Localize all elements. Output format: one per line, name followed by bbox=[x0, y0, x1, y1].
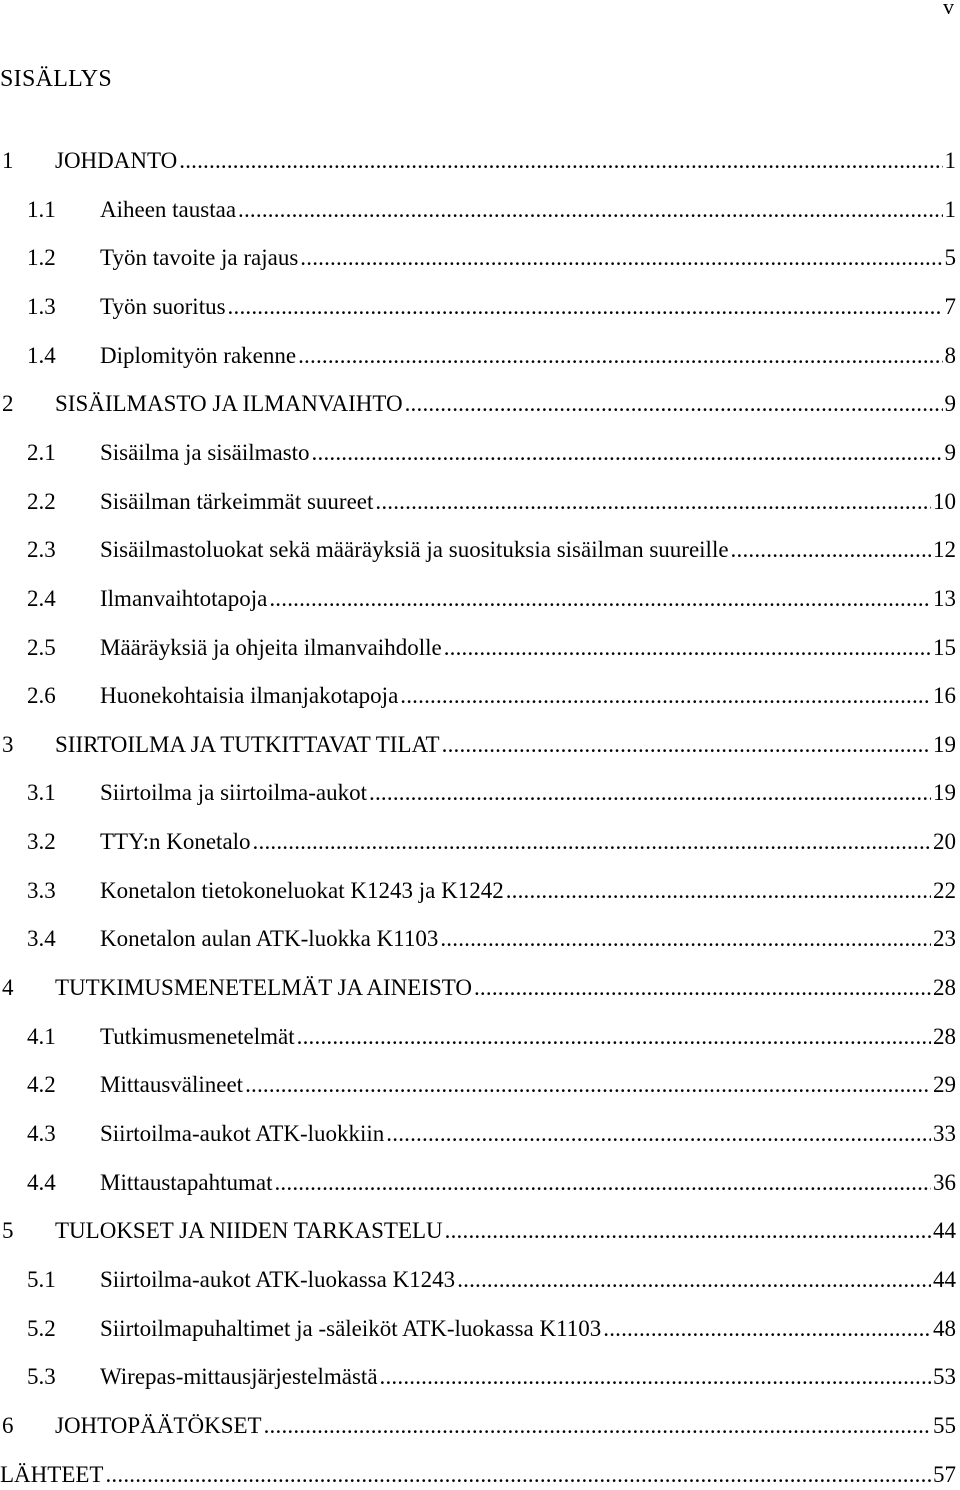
toc-entry[interactable] bbox=[0, 768, 956, 808]
toc-entry-number: 4.3 bbox=[27, 1121, 56, 1146]
toc-entry-number: 2.5 bbox=[27, 634, 56, 660]
toc-entry-page: 8 bbox=[944, 342, 956, 368]
toc-entry-title: TUTKIMUSMENETELMÄT JA AINEISTO bbox=[55, 975, 472, 1001]
toc-entry-number: 3.3 bbox=[27, 877, 56, 903]
toc-dot-leader bbox=[386, 1119, 931, 1149]
toc-entry[interactable] bbox=[0, 1352, 956, 1392]
toc-entry-page: 19 bbox=[933, 780, 956, 806]
toc-entry-number: 4 bbox=[2, 975, 14, 1001]
toc-entry-title: Konetalon tietokoneluokat K1243 ja K1242 bbox=[100, 877, 504, 903]
toc-entry-number: 3.2 bbox=[27, 829, 56, 855]
toc-entry-title: Mittausvälineet bbox=[100, 1072, 244, 1098]
toc-entry-title: Sisäilmastoluokat sekä määräyksiä ja suosituksia sisäilman suureille bbox=[100, 537, 729, 563]
toc-entry[interactable] bbox=[0, 1060, 956, 1100]
toc-entry[interactable] bbox=[0, 525, 956, 565]
toc-entry-title: JOHDANTO bbox=[55, 148, 178, 173]
toc-entry-number: 1 bbox=[2, 148, 14, 173]
toc-entry-page: 44 bbox=[933, 1218, 956, 1244]
toc-entry-title: Työn tavoite ja rajaus bbox=[100, 245, 299, 271]
toc-entry[interactable] bbox=[0, 1304, 956, 1344]
toc-entry[interactable] bbox=[0, 671, 956, 711]
toc-dot-leader bbox=[375, 487, 931, 517]
toc-entry-title: Sisäilma ja sisäilmasto bbox=[100, 439, 310, 465]
toc-entry-page: 19 bbox=[933, 731, 956, 757]
toc-entry-page: 1 bbox=[944, 148, 956, 173]
toc-dot-leader bbox=[440, 924, 931, 954]
toc-entry-page: 5 bbox=[944, 245, 956, 271]
toc-entry-number: 2.6 bbox=[27, 683, 56, 709]
toc-entry-title: Konetalon aulan ATK-luokka K1103 bbox=[100, 926, 439, 952]
toc-entry-number: 1.3 bbox=[27, 293, 56, 319]
toc-entry-number: 1.4 bbox=[27, 342, 56, 368]
toc-entry-title: Tutkimusmenetelmät bbox=[100, 1023, 295, 1049]
toc-entry-title: Työn suoritus bbox=[100, 293, 226, 319]
toc-entry-page: 22 bbox=[933, 877, 956, 903]
toc-dot-leader bbox=[179, 146, 942, 176]
toc-entry[interactable] bbox=[0, 233, 956, 273]
toc-entry-number: 1.2 bbox=[27, 245, 56, 271]
toc-entry[interactable] bbox=[0, 623, 956, 663]
toc-entry-page: 48 bbox=[933, 1315, 956, 1341]
toc-entry[interactable] bbox=[0, 379, 956, 419]
toc-dot-leader bbox=[253, 827, 931, 857]
toc-dot-leader bbox=[269, 584, 931, 614]
toc-entry-title: LÄHTEET bbox=[0, 1461, 104, 1487]
toc-entry-number: 4.4 bbox=[27, 1169, 56, 1195]
toc-entry-title: SISÄILMASTO JA ILMANVAIHTO bbox=[55, 391, 403, 417]
toc-entry-title: Huonekohtaisia ilmanjakotapoja bbox=[100, 683, 399, 709]
toc-dot-leader bbox=[442, 730, 931, 760]
toc-dot-leader bbox=[300, 243, 942, 273]
toc-entry-number: 5.3 bbox=[27, 1364, 56, 1390]
toc-entry-number: 1.1 bbox=[27, 196, 56, 222]
toc-dot-leader bbox=[405, 389, 943, 419]
toc-dot-leader bbox=[264, 1411, 931, 1441]
toc-entry-page: 57 bbox=[933, 1461, 956, 1487]
toc-dot-leader bbox=[457, 1265, 931, 1295]
toc-entry-page: 55 bbox=[933, 1412, 956, 1438]
toc-entry-number: 2.4 bbox=[27, 585, 56, 611]
toc-dot-leader bbox=[312, 438, 943, 468]
toc-entry-page: 1 bbox=[944, 196, 956, 222]
toc-entry-page: 15 bbox=[933, 634, 956, 660]
toc-dot-leader bbox=[274, 1168, 931, 1198]
toc-entry-page: 28 bbox=[933, 975, 956, 1001]
toc-entry-page: 16 bbox=[933, 683, 956, 709]
toc-dot-leader bbox=[228, 292, 943, 322]
toc-entry[interactable] bbox=[0, 574, 956, 614]
toc-entry-title: SIIRTOILMA JA TUTKITTAVAT TILAT bbox=[55, 731, 440, 757]
toc-entry-page: 23 bbox=[933, 926, 956, 952]
toc-entry-page: 44 bbox=[933, 1266, 956, 1292]
toc-entry-title: Siirtoilma-aukot ATK-luokassa K1243 bbox=[100, 1266, 456, 1292]
toc-entry-number: 3 bbox=[2, 731, 14, 757]
toc-entry-page: 29 bbox=[933, 1072, 956, 1098]
toc-dot-leader bbox=[731, 535, 931, 565]
page-number: v bbox=[943, 0, 954, 19]
toc-entry-page: 7 bbox=[944, 293, 956, 319]
toc-entry-page: 20 bbox=[933, 829, 956, 855]
toc-entry[interactable] bbox=[0, 963, 956, 1003]
toc-entry-number: 2 bbox=[2, 391, 14, 417]
toc-dot-leader bbox=[298, 341, 942, 371]
toc-dot-leader bbox=[444, 633, 931, 663]
toc-entry[interactable] bbox=[0, 1109, 956, 1149]
toc-entry[interactable] bbox=[0, 866, 956, 906]
toc-entry-page: 53 bbox=[933, 1364, 956, 1390]
toc-entry[interactable] bbox=[0, 1012, 956, 1052]
toc-entry-title: Määräyksiä ja ohjeita ilmanvaihdolle bbox=[100, 634, 442, 660]
toc-dot-leader bbox=[400, 681, 931, 711]
toc-entry-title: Mittaustapahtumat bbox=[100, 1169, 273, 1195]
toc-entry[interactable] bbox=[0, 1401, 956, 1441]
toc-entry-page: 28 bbox=[933, 1023, 956, 1049]
toc-entry-title: Siirtoilmapuhaltimet ja -säleiköt ATK-luokassa K1103 bbox=[100, 1315, 602, 1341]
toc-dot-leader bbox=[105, 1460, 931, 1490]
toc-entry[interactable] bbox=[0, 1206, 956, 1246]
toc-entry-title: Siirtoilma-aukot ATK-luokkiin bbox=[100, 1121, 385, 1146]
toc-entry-page: 13 bbox=[933, 585, 956, 611]
toc-entry-number: 5.2 bbox=[27, 1315, 56, 1341]
toc-entry[interactable] bbox=[0, 185, 956, 225]
toc-entry-page: 12 bbox=[933, 537, 956, 563]
toc-dot-leader bbox=[238, 195, 942, 225]
toc-dot-leader bbox=[297, 1022, 931, 1052]
toc-entry-title: TULOKSET JA NIIDEN TARKASTELU bbox=[55, 1218, 443, 1244]
toc-entry[interactable] bbox=[0, 914, 956, 954]
toc-entry-number: 2.1 bbox=[27, 439, 56, 465]
toc-dot-leader bbox=[506, 876, 931, 906]
toc-entry-page: 36 bbox=[933, 1169, 956, 1195]
toc-dot-leader bbox=[380, 1362, 931, 1392]
toc-entry-number: 4.1 bbox=[27, 1023, 56, 1049]
toc-dot-leader bbox=[603, 1314, 931, 1344]
toc-entry-number: 3.1 bbox=[27, 780, 56, 806]
toc-entry-number: 5 bbox=[2, 1218, 14, 1244]
toc-entry[interactable] bbox=[0, 136, 956, 176]
toc-entry-number: 5.1 bbox=[27, 1266, 56, 1292]
toc-entry-number: 2.3 bbox=[27, 537, 56, 563]
toc-entry-title: JOHTOPÄÄTÖKSET bbox=[55, 1412, 262, 1438]
toc-entry-page: 10 bbox=[933, 488, 956, 514]
toc-dot-leader bbox=[474, 973, 931, 1003]
toc-entry-title: Wirepas-mittausjärjestelmästä bbox=[100, 1364, 378, 1390]
toc-dot-leader bbox=[245, 1070, 931, 1100]
toc-entry-title: Aiheen taustaa bbox=[100, 196, 237, 222]
toc-entry[interactable] bbox=[0, 477, 956, 517]
toc-entry-title: Diplomityön rakenne bbox=[100, 342, 297, 368]
toc-entry-page: 9 bbox=[944, 439, 956, 465]
toc-entry[interactable] bbox=[0, 1255, 956, 1295]
toc-dot-leader bbox=[369, 778, 931, 808]
toc-entry[interactable] bbox=[0, 282, 956, 322]
toc-entry[interactable] bbox=[0, 720, 956, 760]
toc-entry-title: Siirtoilma ja siirtoilma-aukot bbox=[100, 780, 368, 806]
toc-entry-number: 2.2 bbox=[27, 488, 56, 514]
toc-entry[interactable] bbox=[0, 817, 956, 857]
toc-title: SISÄLLYS bbox=[0, 66, 113, 92]
toc-entry-number: 4.2 bbox=[27, 1072, 56, 1098]
toc-entry-title: Sisäilman tärkeimmät suureet bbox=[100, 488, 374, 514]
toc-entry[interactable] bbox=[0, 331, 956, 371]
toc-entry[interactable] bbox=[0, 428, 956, 468]
toc-entry[interactable] bbox=[0, 1158, 956, 1198]
toc-entry-title: Ilmanvaihtotapoja bbox=[100, 585, 268, 611]
toc-entry-number: 6 bbox=[2, 1412, 14, 1438]
toc-entry-number: 3.4 bbox=[27, 926, 56, 952]
toc-entry-title: TTY:n Konetalo bbox=[100, 829, 251, 855]
toc-entry-page: 9 bbox=[944, 391, 956, 417]
toc-entry[interactable] bbox=[0, 1450, 956, 1490]
toc-entry-page: 33 bbox=[933, 1121, 956, 1146]
toc-dot-leader bbox=[445, 1216, 931, 1246]
